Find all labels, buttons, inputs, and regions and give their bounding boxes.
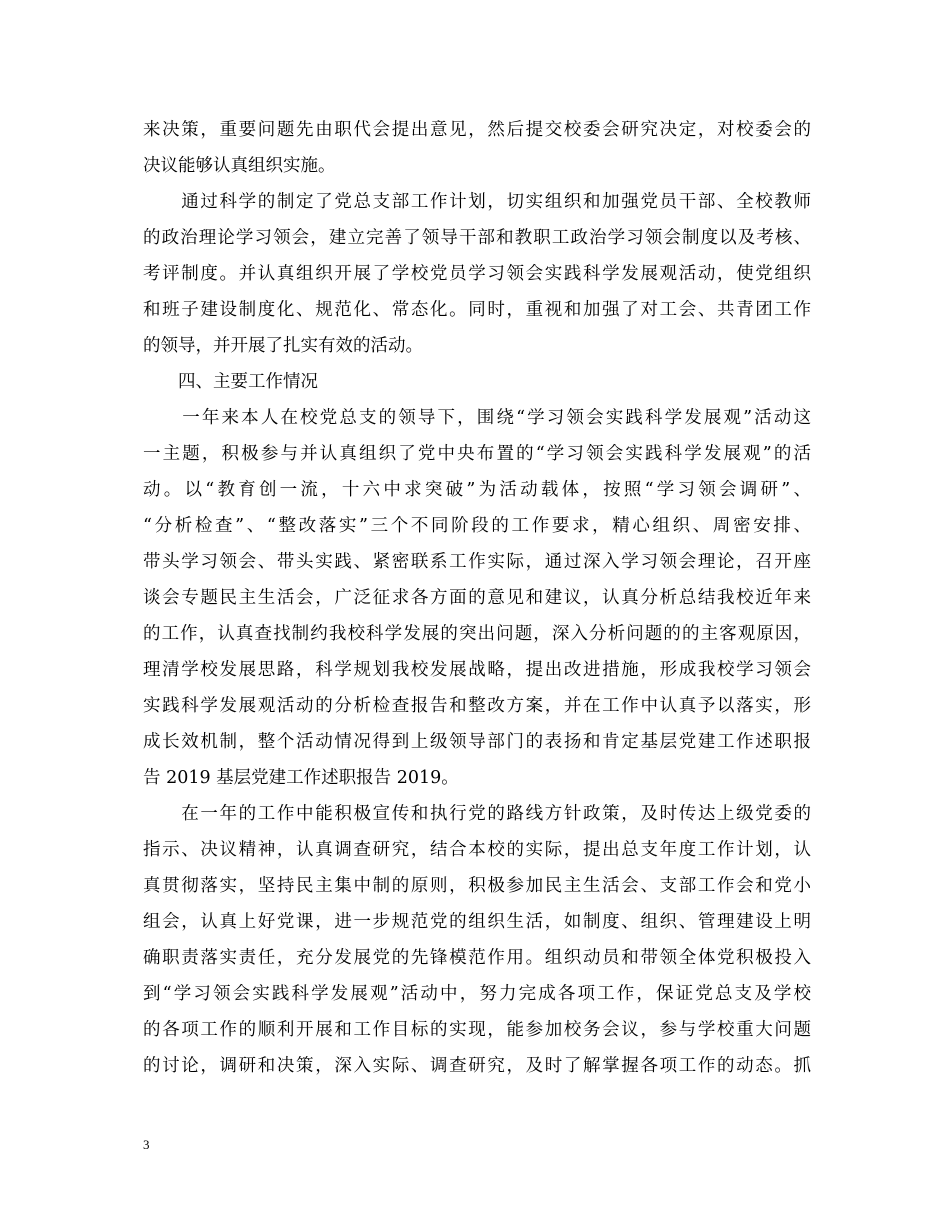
text-line: 决议能够认真组织实施。 (143, 156, 336, 176)
text-line: 来决策，重要问题先由职代会提出意见，然后提交校委会研究决定，对校委会的 (143, 120, 811, 140)
page-number: 3 (143, 1137, 150, 1152)
section-heading (143, 364, 811, 400)
text-line: 实践科学发展观活动的分析检查报告和整改方案，并在工作中认真予以落实，形 (143, 696, 811, 716)
text-line: 和班子建设制度化、规范化、常态化。同时，重视和加强了对工会、共青团工作 (143, 300, 811, 320)
text-line: 一年来本人在校党总支的领导下，围绕“学习领会实践科学发展观”活动这 (143, 408, 811, 428)
text-line: 成长效机制，整个活动情况得到上级领导部门的表扬和肯定基层党建工作述职报 (143, 732, 811, 752)
text-line: 动。以“教育创一流，十六中求突破”为活动载体，按照“学习领会调研”、 (143, 480, 811, 500)
text-line: 到“学习领会实践科学发展观”活动中，努力完成各项工作，保证党总支及学校 (143, 984, 811, 1004)
text-line: 告 2019 基层党建工作述职报告 2019。 (143, 768, 459, 788)
text-line: 的政治理论学习领会，建立完善了领导干部和教职工政治学习领会制度以及考核、 (143, 228, 811, 248)
text-line: 指示、决议精神，认真调查研究，结合本校的实际，提出总支年度工作计划，认 (143, 840, 811, 860)
text-line: 理清学校发展思路，科学规划我校发展战略，提出改进措施，形成我校学习领会 (143, 660, 811, 680)
paragraph (143, 184, 811, 364)
paragraph (143, 400, 811, 796)
text-line: 考评制度。并认真组织开展了学校党员学习领会实践科学发展观活动，使党组织 (143, 264, 811, 284)
text-line: 一主题，积极参与并认真组织了党中央布置的“学习领会实践科学发展观”的活 (143, 444, 811, 464)
text-line: 谈会专题民主生活会，广泛征求各方面的意见和建议，认真分析总结我校近年来 (143, 588, 811, 608)
text-line: 在一年的工作中能积极宣传和执行党的路线方针政策，及时传达上级党委的 (143, 804, 811, 824)
text-line: 确职责落实责任，充分发展党的先锋模范作用。组织动员和带领全体党积极投入 (143, 948, 811, 968)
text-line: 真贯彻落实，坚持民主集中制的原则，积极参加民主生活会、支部工作会和党小 (143, 876, 811, 896)
document-body (143, 112, 811, 1084)
paragraph (143, 796, 811, 1084)
paragraph (143, 112, 811, 184)
text-line: 四、主要工作情况 (143, 372, 318, 392)
text-line: 组会，认真上好党课，进一步规范党的组织生活，如制度、组织、管理建设上明 (143, 912, 811, 932)
text-line: 的各项工作的顺利开展和工作目标的实现，能参加校务会议，参与学校重大问题 (143, 1020, 811, 1040)
text-line: 的领导，并开展了扎实有效的活动。 (143, 336, 423, 356)
text-line: 的工作，认真查找制约我校科学发展的突出问题，深入分析问题的的主客观原因， (143, 624, 811, 644)
text-line: 通过科学的制定了党总支部工作计划，切实组织和加强党员干部、全校教师 (143, 192, 811, 212)
text-line: “分析检查”、“整改落实”三个不同阶段的工作要求，精心组织、周密安排、 (143, 516, 811, 536)
text-line: 带头学习领会、带头实践、紧密联系工作实际，通过深入学习领会理论，召开座 (143, 552, 811, 572)
text-line: 的讨论，调研和决策，深入实际、调查研究，及时了解掌握各项工作的动态。抓 (143, 1056, 811, 1076)
